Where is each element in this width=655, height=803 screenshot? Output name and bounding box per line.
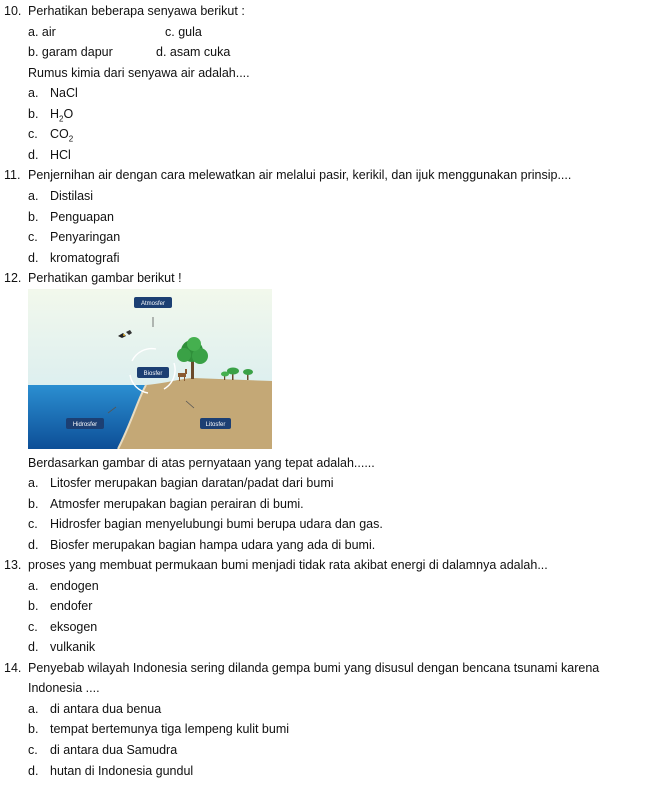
option-letter: b.	[28, 497, 39, 511]
q14-stem-continued: Indonesia ....	[28, 681, 100, 695]
option-text: vulkanik	[50, 640, 96, 654]
option-letter: b.	[28, 722, 39, 736]
option-text: Distilasi	[50, 189, 94, 203]
q11-option-a	[28, 188, 94, 204]
q10-option-c	[28, 126, 74, 144]
option-text: Penyaringan	[50, 230, 121, 244]
option-letter: b.	[28, 599, 39, 613]
option-text: eksogen	[50, 620, 98, 634]
option-letter: a.	[28, 579, 39, 593]
option-text: di antara dua benua	[50, 702, 162, 716]
option-letter: b.	[28, 107, 39, 121]
formula-part: O	[63, 107, 74, 121]
q11-number: 11.	[4, 168, 21, 182]
q10-item-c: c. gula	[165, 25, 202, 39]
q12-stem: Perhatikan gambar berikut !	[28, 271, 182, 285]
formula-subscript: 2	[59, 114, 64, 124]
litosfer-label	[200, 418, 231, 429]
option-letter: a.	[28, 702, 39, 716]
q14-option-a	[28, 701, 162, 717]
option-formula	[50, 106, 73, 122]
biosfer-label	[137, 367, 169, 378]
formula-subscript: 2	[68, 134, 74, 144]
q12-option-d	[28, 537, 376, 553]
option-text: endogen	[50, 579, 99, 593]
option-letter: d.	[28, 148, 39, 162]
option-text: NaCl	[50, 86, 78, 100]
option-text: endofer	[50, 599, 93, 613]
q14-option-c	[28, 742, 178, 758]
q13-number: 13.	[4, 558, 22, 572]
option-letter: d.	[28, 640, 39, 654]
q13-option-d	[28, 639, 96, 655]
q11-option-b	[28, 209, 114, 225]
q14-option-d	[28, 763, 194, 779]
q13-stem: proses yang membuat permukaan bumi menjadi tidak rata akibat energi di dalamnya adalah...	[28, 558, 548, 572]
option-letter: c.	[28, 517, 38, 531]
q10-stem: Perhatikan beberapa senyawa berikut :	[28, 4, 245, 18]
q12-number: 12.	[4, 271, 22, 285]
q10-number: 10.	[4, 4, 22, 18]
q10-item-d: d. asam cuka	[156, 45, 231, 59]
option-text: hutan di Indonesia gundul	[50, 764, 194, 778]
q11-option-c	[28, 229, 121, 245]
option-letter: c.	[28, 743, 38, 757]
option-letter: c.	[28, 620, 38, 634]
option-letter: d.	[28, 538, 39, 552]
option-letter: d.	[28, 251, 39, 265]
q11-option-d	[28, 250, 120, 266]
option-letter: a.	[28, 86, 39, 100]
option-text: HCl	[50, 148, 71, 162]
option-letter: c.	[28, 127, 38, 141]
option-text: kromatografi	[50, 251, 120, 265]
option-letter: a.	[28, 189, 39, 203]
q12-option-c	[28, 516, 383, 532]
option-text: Biosfer merupakan bagian hampa udara yang ada di bumi.	[50, 538, 376, 552]
formula-part: CO	[50, 127, 69, 141]
q14-number: 14.	[4, 661, 22, 675]
q10-question: Rumus kimia dari senyawa air adalah....	[28, 66, 250, 80]
q13-option-c	[28, 619, 98, 635]
option-letter: c.	[28, 230, 38, 244]
option-formula	[50, 126, 73, 142]
option-letter: d.	[28, 764, 39, 778]
q14-stem: Penyebab wilayah Indonesia sering dilanda gempa bumi yang disusul dengan bencana tsunami karena	[28, 661, 600, 675]
q10-option-a	[28, 85, 78, 101]
q12-option-b	[28, 496, 304, 512]
atmosfer-label-text: Atmosfer	[140, 301, 166, 307]
q10-option-d	[28, 147, 71, 163]
earth-spheres-diagram	[28, 289, 272, 449]
option-text: Atmosfer merupakan bagian perairan di bumi.	[50, 497, 304, 511]
atmosfer-label	[134, 297, 172, 308]
q10-item-b: b. garam dapur	[28, 45, 113, 59]
q13-option-a	[28, 578, 99, 594]
q14-option-b	[28, 721, 290, 737]
option-text: tempat bertemunya tiga lempeng kulit bumi	[50, 722, 290, 736]
option-text: Penguapan	[50, 210, 114, 224]
q10-item-a: a. air	[28, 25, 56, 39]
q11-stem: Penjernihan air dengan cara melewatkan air melalui pasir, kerikil, dan ijuk menggunakan prinsip....	[28, 168, 572, 182]
option-text: Hidrosfer bagian menyelubungi bumi berupa udara dan gas.	[50, 517, 383, 531]
hidrosfer-label-text: Hidrosfer	[72, 422, 98, 428]
option-letter: a.	[28, 476, 39, 490]
q13-option-b	[28, 598, 93, 614]
q12-question: Berdasarkan gambar di atas pernyataan yang tepat adalah......	[28, 456, 375, 470]
biosfer-label-text: Biosfer	[143, 371, 163, 377]
q10-option-b	[28, 106, 74, 124]
hidrosfer-label	[66, 418, 104, 429]
option-text: di antara dua Samudra	[50, 743, 178, 757]
q12-option-a	[28, 475, 334, 491]
formula-part: H	[50, 107, 60, 121]
option-text: Litosfer merupakan bagian daratan/padat dari bumi	[50, 476, 334, 490]
option-letter: b.	[28, 210, 39, 224]
litosfer-label-text: Litosfer	[205, 422, 226, 428]
